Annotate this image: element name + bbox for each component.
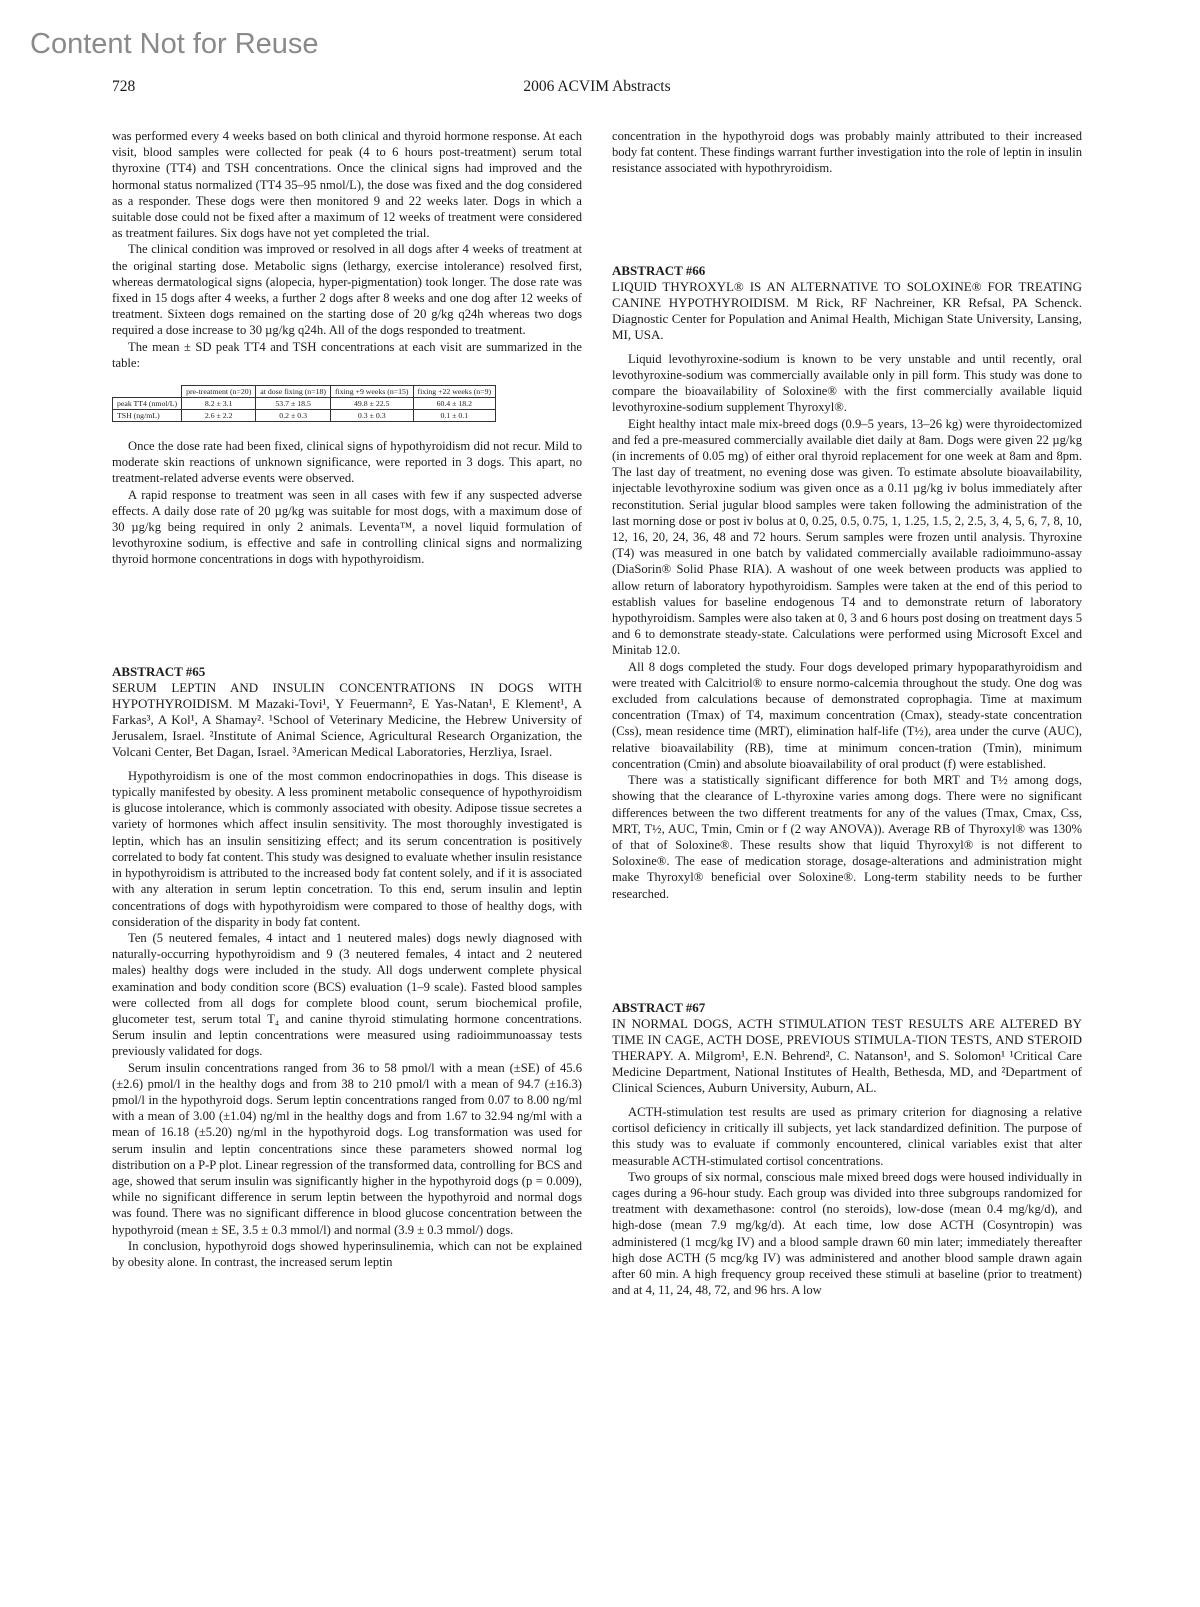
- table-column-header: pre-treatment (n=20): [182, 386, 256, 398]
- table-cell: 0.3 ± 0.3: [330, 410, 413, 422]
- abstract-65-heading: [112, 664, 582, 760]
- left-column: [112, 128, 582, 1270]
- paragraph: Two groups of six normal, conscious male mixed breed dogs were housed individually in cages during a 96-hour study. Each group was divided into three subgroups randomized for treatment with dexamethasone: control (no steroids), low-dose (mean 0.4 mg/kg/d), and high-dose (mean 7.9 mg/kg/d). At each time, low dose ACTH (Cosyntropin) was administered (1 mcg/kg IV) and a blood sample drawn 60 min later; immediately thereafter high dose ACTH (5 mcg/kg IV) was administered and another blood sample drawn again after 60 min. A high frequency group received these stimuli at baseline (prior to treatment) and at 4, 11, 24, 48, 72, and 96 hrs. A low: [612, 1169, 1082, 1298]
- paragraph: concentration in the hypothyroid dogs was probably mainly attributed to their increased body fat content. These findings warrant further investigation into the role of leptin in insulin resistance associated with hypothryroidism.: [612, 129, 1082, 176]
- paragraph: Ten (5 neutered females, 4 intact and 1 neutered males) dogs newly diagnosed with naturally-occurring hypothyroidism and 9 (3 neutered females, 4 intact and 2 neutered males) healthy dogs were included in the study. All dogs underwent complete physical examination and body condition score (BCS) evaluation (1–9 scale). Fasted blood samples were collected from all dogs for complete blood count, serum biochemical profile, glucometer test, serum total T₄ and canine thyroid stimulating hormone concentrations. Serum insulin and leptin concentrations were measured using radioimmunoassay tests previously validated for dogs.: [112, 930, 582, 1059]
- watermark: Content Not for Reuse: [30, 28, 319, 60]
- paragraph: The clinical condition was improved or resolved in all dogs after 4 weeks of treatment at the original starting dose. Metabolic signs (lethargy, exercise intolerance) resolved first, whereas dermatological signs (alopecia, hyper-pigmentation) took longer. The dose rate was fixed in 15 dogs after 4 weeks, a further 2 dogs after 8 weeks and one dog after 12 weeks of treatment. Sixteen dogs remained on the starting dose of 20 g/kg q24h whereas two dogs required a dose increase to 30 µg/kg q24h. All of the dogs responded to treatment.: [112, 242, 582, 338]
- paragraph: Hypothyroidism is one of the most common endocrinopathies in dogs. This disease is typically manifested by obesity. A less prominent metabolic consequence of hypothyroidism is glucose intolerance, which is commonly associated with obesity. Adipose tissue secretes a variety of hormones which affect insulin sensitivity. The most thoroughly investigated is leptin, which has an insulin sensitizing effect; and its serum concentration is positively correlated to body fat content. This study was designed to evaluate whether insulin resistance in hypothyroidism is attributed to the increased body fat content solely, and if it is associated with any alteration in serum leptin concetration. To this end, serum insulin and leptin concentrations of dogs with hypothyroidism were compared to those of healthy dogs, with consideration of the disparity in body fat content.: [112, 768, 582, 929]
- table-header-row: [113, 386, 496, 398]
- paragraph: There was a statistically significant difference for both MRT and T½ among dogs, showing that the clearance of L-thyroxine varies among dogs. There were no significant differences between the two different treatments for any of the values (Tmax, Cmax, Css, MRT, T½, AUC, Tmin, Cmin or f (2 way ANOVA)). Average RB of Thyroxyl® was 130% of that of Soloxine®. These results show that liquid Thyroxyl® is not different to Soloxine®. The ease of medication storage, dosage-alterations and administration might make Thyroxyl® beneficial over Soloxine®. Long-term stability needs to be further researched.: [612, 773, 1082, 901]
- abstract-number: ABSTRACT #67: [612, 999, 706, 1015]
- table-cell: 2.6 ± 2.2: [182, 410, 256, 422]
- paragraph: In conclusion, hypothyroid dogs showed hyperinsulinemia, which can not be explained by obesity alone. In contrast, the increased serum leptin: [112, 1238, 582, 1269]
- table-row: [113, 410, 496, 422]
- table-cell: 0.2 ± 0.3: [256, 410, 331, 422]
- table-cell: 8.2 ± 3.1: [182, 398, 256, 410]
- journal-title: 2006 ACVIM Abstracts: [523, 78, 671, 95]
- abstract-67-heading: [612, 1000, 1082, 1096]
- right-column: [612, 128, 1082, 1298]
- table-cell: 53.7 ± 18.5: [256, 398, 331, 410]
- paragraph: A rapid response to treatment was seen in all cases with few if any suspected adverse effects. A daily dose rate of 20 µg/kg was suitable for most dogs, with a maximum dose of 30 µg/kg being required in only 2 animals. Leventa™, a novel liquid formulation of levothyroxine sodium, is effective and safe in controlling clinical signs and normalizing thyroid hormone concentrations in dogs with hypothyroidism.: [112, 487, 582, 567]
- abstract-authors: M Mazaki-Tovi¹, Y Feuermann², E Yas-Natan¹, E Klement¹, A Farkas³, A Kol¹, A Shamay². ¹School of Veterinary Medicine, the Hebrew University of Jerusalem, Israel. ²Institute of Animal Science, Agricultural Research Organization, the Volcani Center, Bet Dagan, Israel. ³American Medical Laboratories, Herzliya, Israel.: [112, 695, 582, 759]
- abstract-number: ABSTRACT #66: [612, 262, 706, 278]
- table-column-header: fixing +9 weeks (n=15): [330, 386, 413, 398]
- abstract-authors: M Rick, RF Nachreiner, KR Refsal, PA Schenck. Diagnostic Center for Population and Animal Health, Michigan State University, Lansing, MI, USA.: [612, 294, 1083, 342]
- table-cell: 60.4 ± 18.2: [413, 398, 496, 410]
- abstract-title-line: [612, 1016, 1082, 1096]
- abstract-title: SERUM LEPTIN AND INSULIN CONCENTRATIONS IN DOGS WITH HYPOTHYROIDISM.: [112, 679, 582, 711]
- abstract-number: ABSTRACT #65: [112, 663, 206, 679]
- table-row: [113, 398, 496, 410]
- abstract-title-line: [112, 680, 582, 760]
- abstract-title-line: [612, 279, 1082, 343]
- paragraph: Eight healthy intact male mix-breed dogs (0.9–5 years, 13–26 kg) were thyroidectomized and fed a pre-measured commercially available diet daily at 8am. Dogs were given 22 µg/kg (in increments of 0.05 mg) of either oral thyroid replacement for one week at 8am and 8pm. The last day of treatment, no evening dose was given. To estimate absolute bioavailability, injectable levothyroxine sodium was given once as a 0.11 µg/kg iv bolus immediately after reconstitution. Serial jugular blood samples were taken following the administration of the last morning dose or post iv bolus at 0, 0.25, 0.5, 0.75, 1, 1.25, 1.5, 2, 2.5, 3, 4, 5, 6, 7, 8, 10, 12, 16, 20, 24, 36, 48 and 72 hours. Serum samples were frozen until analysis. Thyroxine (T4) was measured in one batch by validated commercially available radioimmuno-assay (DiaSorin® Solid Phase RIA). A washout of one week between products was applied to allow return of laboratory hypothyroidism. Samples were taken at the end of this period to establish values for baseline endogenous T4 and to demonstrate return of laboratory hypothyroidism. Samples were also taken at 0, 3 and 6 hours post dosing on treatment days 5 and 6 to demonstrate steady-state. Calculations were performed using Microsoft Excel and Minitab 12.0.: [612, 416, 1082, 658]
- paragraph: was performed every 4 weeks based on both clinical and thyroid hormone response. At each visit, blood samples were collected for peak (4 to 6 hours post-treatment) serum total thyroxine (TT4) and TSH concentrations. Once the clinical signs had improved and the hormonal status normalized (TT4 35–95 nmol/L), the dose was fixed and the dog considered as a responder. These dogs were then monitored 9 and 22 weeks later. Dogs in which a suitable dose could not be fixed after a maximum of 12 weeks of treatment were considered as treatment failures. Six dogs have not yet completed the trial.: [112, 129, 582, 241]
- abstract-title: LIQUID THYROXYL® IS AN ALTERNATIVE TO SOLOXINE® FOR TREATING CANINE HYPOTHYROIDISM.: [612, 278, 1082, 310]
- table-cell: 49.8 ± 22.5: [330, 398, 413, 410]
- paragraph: ACTH-stimulation test results are used as primary criterion for diagnosing a relative cortisol deficiency in critically ill subjects, yet lack standardized definition. The purpose of this study was to evaluate if commonly encountered, clinical variables exist that alter measurable ACTH-stimulated cortisol concentrations.: [612, 1104, 1082, 1168]
- page-number: 728: [112, 78, 136, 95]
- paragraph: Once the dose rate had been fixed, clinical signs of hypothyroidism did not recur. Mild to moderate skin reactions of unknown significance, were reported in 3 dogs. This apart, no treatment-related adverse events were observed.: [112, 439, 582, 486]
- results-table: [112, 385, 496, 422]
- table-column-header: at dose fixing (n=18): [256, 386, 331, 398]
- abstract-authors: A. Milgrom¹, E.N. Behrend², C. Natanson¹, and S. Solomon¹ ¹Critical Care Medicine Department, National Institutes of Health, Bethesda, MD, and ²Department of Clinical Sciences, Auburn University, Auburn, AL.: [612, 1047, 1082, 1095]
- table-row-label: TSH (ng/mL): [113, 410, 182, 422]
- running-header: [112, 78, 1082, 100]
- table-row-label: peak TT4 (nmol/L): [113, 398, 182, 410]
- table-corner: [113, 386, 182, 398]
- table-column-header: fixing +22 weeks (n=9): [413, 386, 496, 398]
- paragraph: Liquid levothyroxine-sodium is known to be very unstable and until recently, oral levothyroxine-sodium was commercially available only in pill form. This study was done to compare the bioavailability of Soloxine® with the first commercially available liquid levothyroxine-sodium supplement Thyroxyl®.: [612, 351, 1082, 415]
- abstract-title: IN NORMAL DOGS, ACTH STIMULATION TEST RESULTS ARE ALTERED BY TIME IN CAGE, ACTH DOSE, PREVIOUS STIMULA-TION TESTS, AND STEROID THERAPY.: [612, 1015, 1082, 1063]
- abstract-66-heading: [612, 263, 1082, 343]
- paragraph: Serum insulin concentrations ranged from 36 to 58 pmol/l with a mean (±SE) of 45.6 (±2.6) pmol/l in the healthy dogs and from 38 to 210 pmol/l with a mean of 94.7 (±16.3) pmol/l in the hypothyroid dogs. Serum leptin concentrations ranged from 0.07 to 8.00 ng/ml with a mean of 3.00 (±1.04) ng/ml in the healthy dogs and from 1.67 to 32.94 ng/ml with a mean of 16.18 (±5.20) ng/ml in the hypothyroid dogs. Log transformation was used for serum insulin and leptin concentrations since these parameters showed normal log distribution on a P-P plot. Linear regression of the transformed data, controlling for BCS and age, showed that serum insulin was significantly higher in the hypothyroid dogs (p = 0.009), while no significant difference in serum leptin between the hypothyroid and normal dogs was found. There was no significant difference in blood glucose concentration between the hypothyroid (mean ± SE, 3.5 ± 0.3 mmol/l) and normal (3.9 ± 0.3 mmol/) dogs.: [112, 1060, 582, 1237]
- table-cell: 0.1 ± 0.1: [413, 410, 496, 422]
- paragraph: All 8 dogs completed the study. Four dogs developed primary hypoparathyroidism and were treated with Calcitriol® to ensure normo-calcemia throughout the study. One dog was excluded from calculations because of demonstrated coprophagia. Time at maximum concentration (Tmax) of T4, maximum concentration (Cmax), steady-state concentration (Css), mean residence time (MRT), elimination half-life (T½), area under the curve (AUC), relative bioavailability (RB), time at minimum concen-tration (Tmin), minimum concentration (Cmin) and absolute bioavailability of oral product (f) were established.: [612, 659, 1082, 771]
- paragraph: The mean ± SD peak TT4 and TSH concentrations at each visit are summarized in the table:: [112, 339, 582, 370]
